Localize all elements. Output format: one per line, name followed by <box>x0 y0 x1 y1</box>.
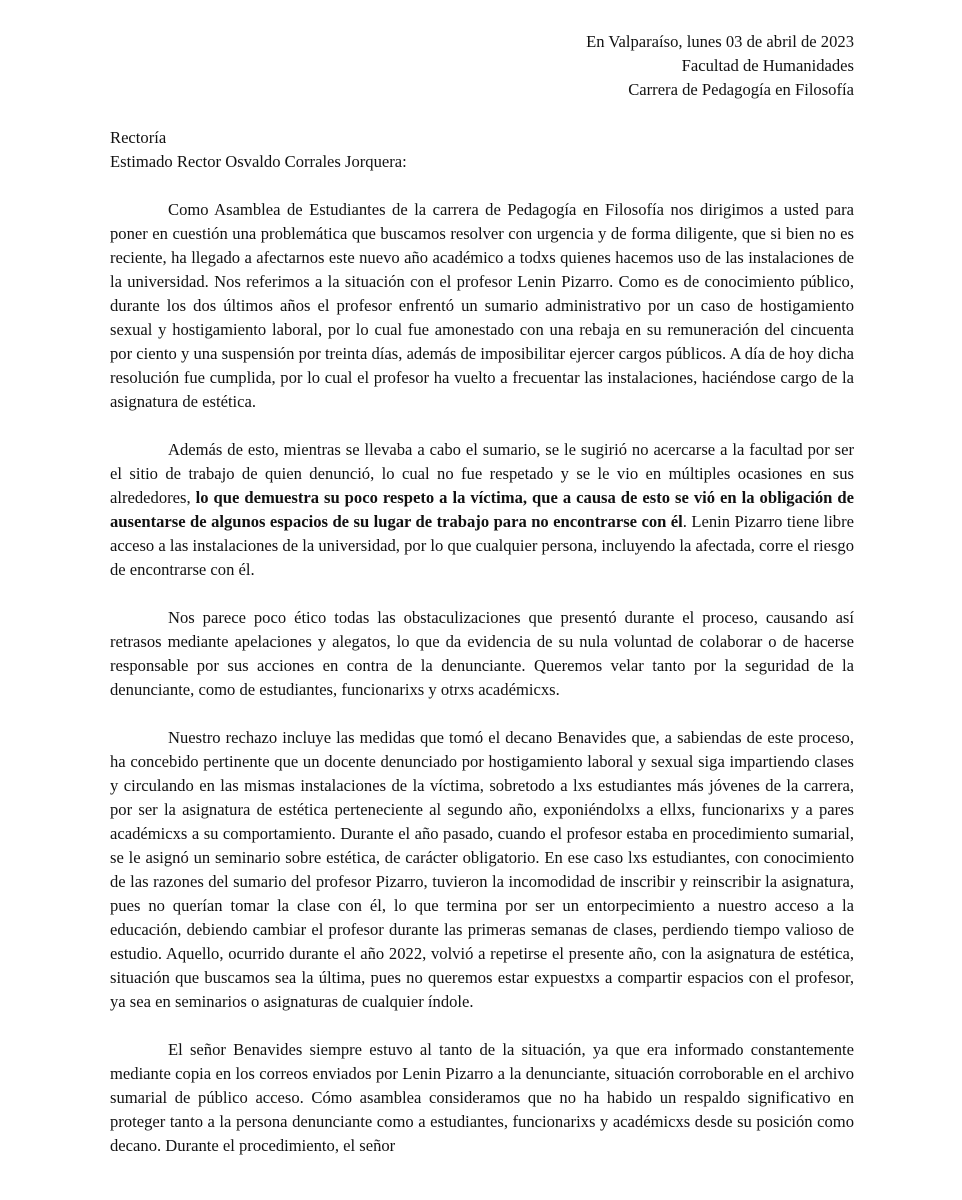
letter-page <box>110 30 854 1182</box>
paragraph-2-close: . Lenin Pizarro tiene libre acceso a las instalaciones de la universidad, por lo que cualquier persona, incluyendo la afectada, corre el riesgo de encontrarse con él. <box>110 512 854 579</box>
recipient-office: Rectoría <box>110 128 167 147</box>
salutation: Estimado Rector Osvaldo Corrales Jorquera: <box>110 152 407 171</box>
paragraph-2-emphasis: lo que demuestra su poco respeto a la víctima, que a causa de esto se vió en la obligación de ausentarse de algunos espacios de su lugar de trabajo para no encontrarse con él <box>110 488 854 531</box>
faculty-name: Facultad de Humanidades <box>681 56 854 75</box>
career-name: Carrera de Pedagogía en Filosofía <box>628 80 854 99</box>
letter-header <box>110 30 854 102</box>
paragraph-5: El señor Benavides siempre estuvo al tanto de la situación, ya que era informado constantemente mediante copia en los correos enviados por Lenin Pizarro a la denunciante, situación corroborable en el archivo sumarial de público acceso. Cómo asamblea consideramos que no ha habido un respaldo significativo en proteger tanto a la persona denunciante como a estudiantes, funcionarixs y académicxs desde su posición como decano. Durante el procedimiento, el señor <box>110 1040 854 1155</box>
place-date: En Valparaíso, lunes 03 de abril de 2023 <box>586 32 854 51</box>
recipient-block <box>110 126 854 174</box>
paragraph-1: Como Asamblea de Estudiantes de la carrera de Pedagogía en Filosofía nos dirigimos a usted para poner en cuestión una problemática que buscamos resolver con urgencia y de forma diligente, que si bien no es reciente, ha llegado a afectarnos este nuevo año académico a todxs quienes hacemos uso de las instalaciones de la universidad. Nos referimos a la situación con el profesor Lenin Pizarro. Como es de conocimiento público, durante los dos últimos años el profesor enfrentó un sumario administrativo por un caso de hostigamiento sexual y hostigamiento laboral, por lo cual fue amonestado con una rebaja en su remuneración del cincuenta por ciento y una suspensión por treinta días, además de imposibilitar ejercer cargos públicos. A día de hoy dicha resolución fue cumplida, por lo cual el profesor ha vuelto a frecuentar las instalaciones, haciéndose cargo de la asignatura de estética. <box>110 200 854 411</box>
paragraph-2 <box>110 438 854 582</box>
paragraph-3: Nos parece poco ético todas las obstaculizaciones que presentó durante el proceso, causando así retrasos mediante apelaciones y alegatos, lo que da evidencia de su nula voluntad de colaborar o de hacerse responsable por sus acciones en contra de la denunciante. Queremos velar tanto por la seguridad de la denunciante, como de estudiantes, funcionarixs y otrxs académicxs. <box>110 608 854 699</box>
paragraph-2-intro: Además de esto, mientras se llevaba a cabo el sumario, se le sugirió no acercarse a la facultad por ser el sitio de trabajo de quien denunció, lo cual no fue respetado y se le vio en múltiples ocasiones en sus alrededores, <box>110 440 854 507</box>
paragraph-4: Nuestro rechazo incluye las medidas que tomó el decano Benavides que, a sabiendas de este proceso, ha concebido pertinente que un docente denunciado por hostigamiento laboral y sexual siga impartiendo clases y circulando en las mismas instalaciones de la víctima, sobretodo a lxs estudiantes más jóvenes de la carrera, por ser la asignatura de estética perteneciente al segundo año, exponiéndolxs a ellxs, funcionarixs y a pares académicxs a su comportamiento. Durante el año pasado, cuando el profesor estaba en procedimiento sumarial, se le asignó un seminario sobre estética, de carácter obligatorio. En ese caso lxs estudiantes, con conocimiento de las razones del sumario del profesor Pizarro, tuvieron la incomodidad de inscribir y reinscribir la asignatura, pues no querían tomar la clase con él, lo que termina por ser un entorpecimiento a nuestro acceso a la educación, debiendo cambiar el profesor durante las primeras semanas de clases, perdiendo tiempo valioso de estudio. Aquello, ocurrido durante el año 2022, volvió a repetirse el presente año, con la asignatura de estética, situación que buscamos sea la última, pues no queremos estar expuestxs a compartir espacios con el profesor, ya sea en seminarios o asignaturas de cualquier índole. <box>110 728 854 1011</box>
